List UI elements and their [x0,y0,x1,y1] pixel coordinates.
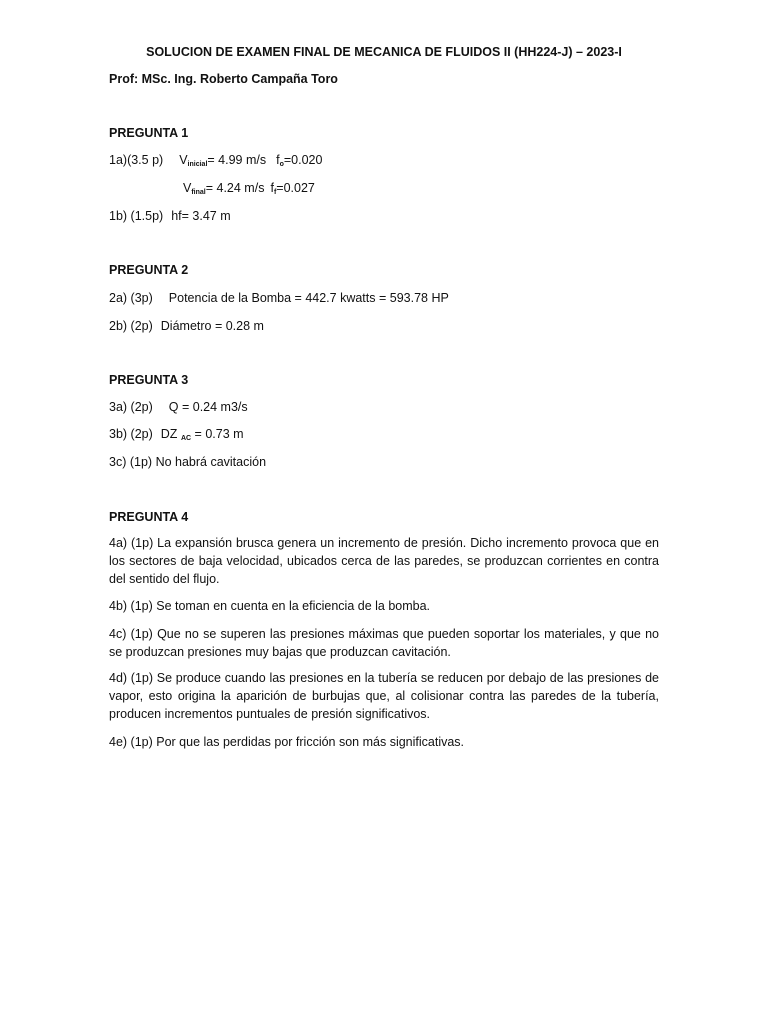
q3a-label: 3a) (2p) [109,400,153,414]
q1a-line [109,152,322,168]
q1a-final-line [183,180,315,196]
v-initial-value: = 4.99 m/s [207,153,267,167]
q3c-answer: No habrá cavitación [155,455,267,469]
q2-heading: PREGUNTA 2 [109,263,189,277]
q4e-paragraph: 4e) (1p) Por que las perdidas por fricción son más significativas. [109,735,465,749]
q1a-label: 1a)(3.5 p) [109,153,164,167]
q1-heading: PREGUNTA 1 [109,126,189,140]
v-initial-sub: inicial [187,161,208,168]
dz-value: = 0.73 m [194,427,244,441]
q2b-answer: Diámetro = 0.28 m [160,319,264,333]
q4-heading: PREGUNTA 4 [109,510,189,524]
q3a-line [109,399,248,415]
q3c-label: 3c) (1p) [109,455,153,469]
q3b-label: 3b) (2p) [109,427,153,441]
f-initial-sub: o [279,161,284,168]
q2a-line [109,290,449,306]
q2b-line [109,318,264,334]
f-initial-value: =0.020 [283,153,323,167]
q3a-answer: Q = 0.24 m3/s [168,400,248,414]
q4c-paragraph: 4c) (1p) Que no se superen las presiones máximas que pueden soportar los materiales, y que no se produzcan presiones muy bajas que produzcan cavitación. [109,627,659,659]
q3b-line [109,426,244,442]
professor-line: Prof: MSc. Ing. Roberto Campaña Toro [109,72,338,86]
f-final-symbol: f [270,181,274,195]
q2a-answer: Potencia de la Bomba = 442.7 kwatts = 593.78 HP [168,291,449,305]
v-initial-symbol: V [179,153,188,167]
q4d-paragraph: 4d) (1p) Se produce cuando las presiones en la tubería se reducen por debajo de las presiones de vapor, esto origina la aparición de burbujas que, al colisionar contra las paredes de la tubería, producen incrementos puntuales de presión significativos. [109,671,659,721]
f-final-value: =0.027 [276,181,315,195]
q2b-label: 2b) (2p) [109,319,153,333]
q4a-paragraph: 4a) (1p) La expansión brusca genera un incremento de presión. Dicho incremento provoca que en los sectores de baja velocidad, ubicados cerca de las paredes, se produzcan corrientes en contra del sentido del flujo. [109,536,659,586]
f-final-sub: f [273,189,277,196]
q3c-line [109,454,266,470]
q2a-label: 2a) (3p) [109,291,153,305]
v-final-sub: final [191,189,206,196]
v-final-symbol: V [183,181,192,195]
f-initial-symbol: f [276,153,280,167]
q1b-line [109,208,231,224]
document-title: SOLUCION DE EXAMEN FINAL DE MECANICA DE FLUIDOS II (HH224-J) – 2023-I [146,45,622,59]
q4b-paragraph: 4b) (1p) Se toman en cuenta en la eficiencia de la bomba. [109,599,431,613]
v-final-value: = 4.24 m/s [205,181,265,195]
dz-sub: AC [180,435,192,442]
q3-heading: PREGUNTA 3 [109,373,189,387]
dz-symbol: DZ [160,427,178,441]
q1b-label: 1b) (1.5p) [109,209,164,223]
q1b-answer: hf= 3.47 m [171,209,231,223]
